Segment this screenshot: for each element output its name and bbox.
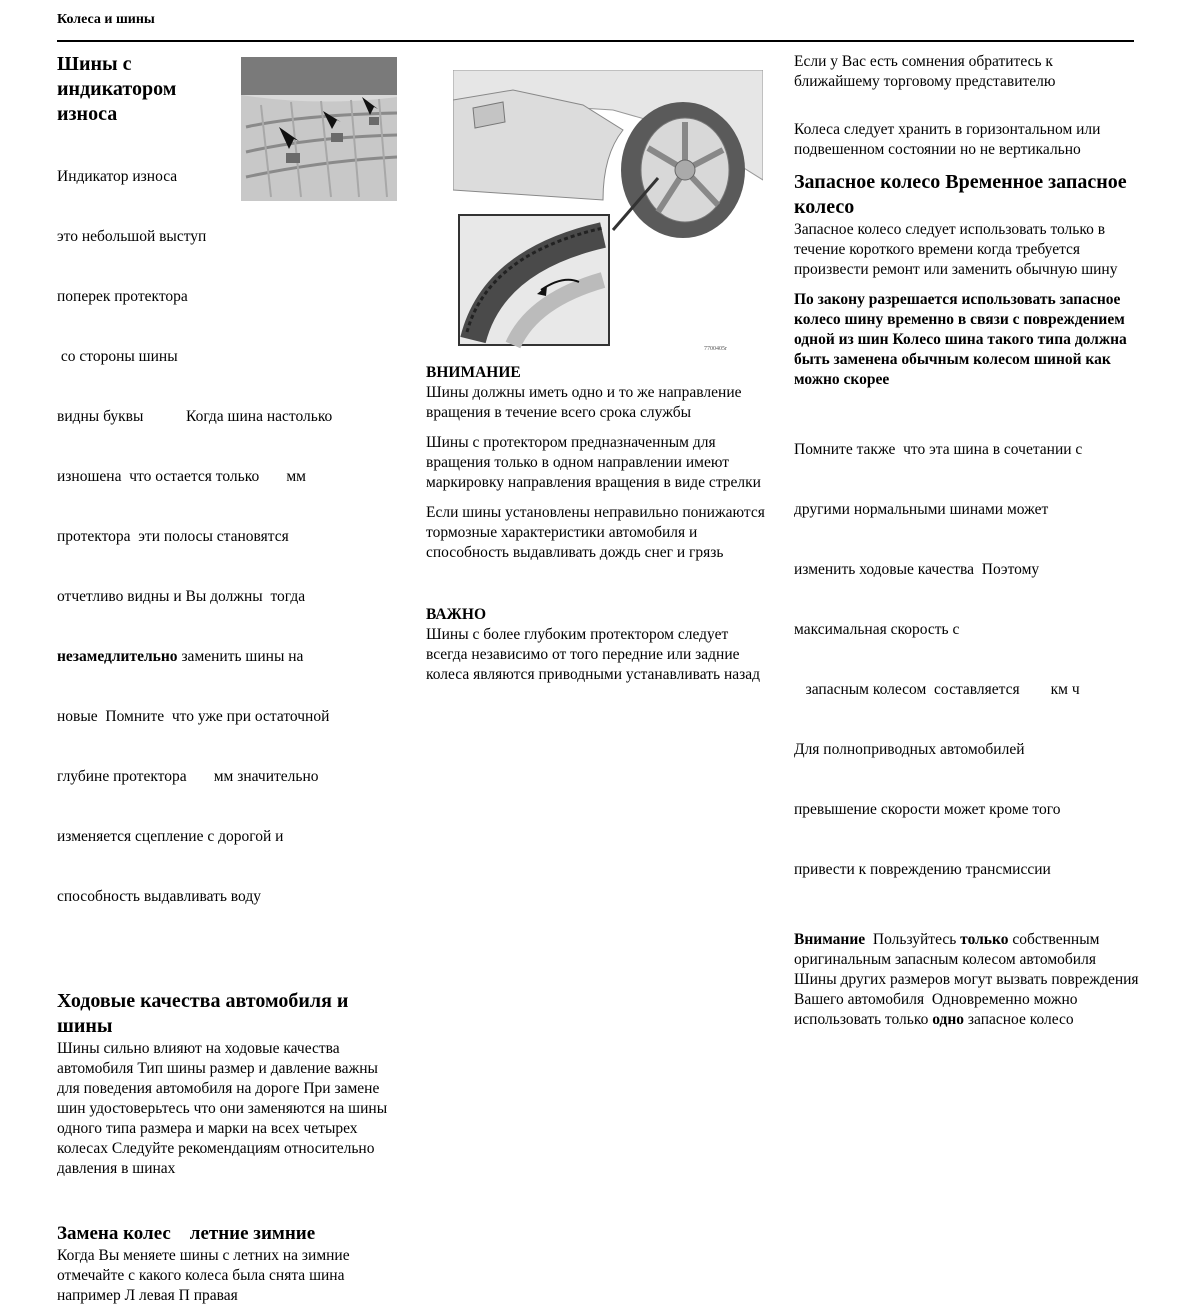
header-rule: [57, 40, 1134, 42]
attention-text: Внимание Пользуйтесь только собственным оригинальным запасным колесом автомобиля Шины других размеров могут вызвать повреждения Вашего автомобиля Одновременно можно использовать только одно запасное колесо: [794, 931, 1143, 1028]
wear-indicator-title: Шины с индикатором износа: [57, 53, 177, 125]
law-text: По закону разрешается использовать запасное колесо шину временно в связи с повреждением одной из шин Колесо шина такого типа должна быть заменена обычным колесом шиной как можно скорее: [794, 291, 1127, 388]
spare-wheel-text: Запасное колесо следует использовать только в течение короткого времени когда требуется произвести ремонт или заменить обычную шину: [794, 221, 1118, 278]
wheel-change-title: Замена колес летние зимние: [57, 1223, 316, 1244]
storage-text: Колеса следует хранить в горизонтальном или подвешенном состоянии но не вертикально: [794, 121, 1101, 158]
doubt-text: Если у Вас есть сомнения обратитесь к ближайшему торговому представителю: [794, 53, 1056, 90]
figure-code: 7700405r: [704, 346, 727, 352]
handling-text: Шины сильно влияют на ходовые качества автомобиля Тип шины размер и давление важны для поведения автомобиля на дороге При замене шин удостоверьтесь что они заменяются на шины одного типа размера и марки на всех четырех колесах Следуйте рекомендациям относительно давления в шинах: [57, 1040, 388, 1177]
handling-title: Ходовые качества автомобиля и шины: [57, 990, 349, 1037]
column-left: [57, 52, 402, 1306]
column-middle: [426, 70, 771, 685]
spare-wheel-title: Запасное колесо Временное запасное колесо: [794, 171, 1127, 218]
direction-text: Шины с протектором предназначенным для вращения только в одном направлении имеют маркировку направления вращения в виде стрелки: [426, 434, 761, 491]
wheel-change-text: Когда Вы меняете шины с летних на зимние отмечайте с какого колеса была снята шина например Л левая П правая: [57, 1247, 350, 1304]
car-wheel-illustration: [426, 70, 771, 355]
important-title: ВАЖНО: [426, 606, 486, 623]
incorrect-mount-text: Если шины установлены неправильно понижаются тормозные характеристики автомобиля и способность выдавливать дождь снег и грязь: [426, 504, 765, 561]
warning-title: ВНИМАНИЕ: [426, 364, 521, 381]
warning-text: Шины должны иметь одно и то же направление вращения в течение всего срока службы: [426, 384, 742, 421]
remember-text: Помните также что эта шина в сочетании с другими нормальными шинами может изменить ходовые качества Поэтому максимальная скорость с запасным колесом составляется км ч Для полноприводных автомобилей превышение скорости может кроме того привести к повреждению трансмиссии: [794, 441, 1083, 878]
important-text: Шины с более глубоким протектором следует всегда независимо от того передние или задние колеса являются приводными устанавливать назад: [426, 626, 761, 683]
page-header: Колеса и шины: [57, 12, 155, 27]
column-right: [794, 52, 1143, 1030]
wear-indicator-text: Индикатор износа это небольшой выступ поперек протектора со стороны шины видны буквы Когда шина настолько изношена что остается только мм протектора эти полосы становятся отчетливо видны и Вы должны тогда незамедлительно заменить шины на новые Помните что уже при остаточной глубине протектора мм значительно изменяется сцепление с дорогой и способность выдавливать воду: [57, 168, 333, 905]
